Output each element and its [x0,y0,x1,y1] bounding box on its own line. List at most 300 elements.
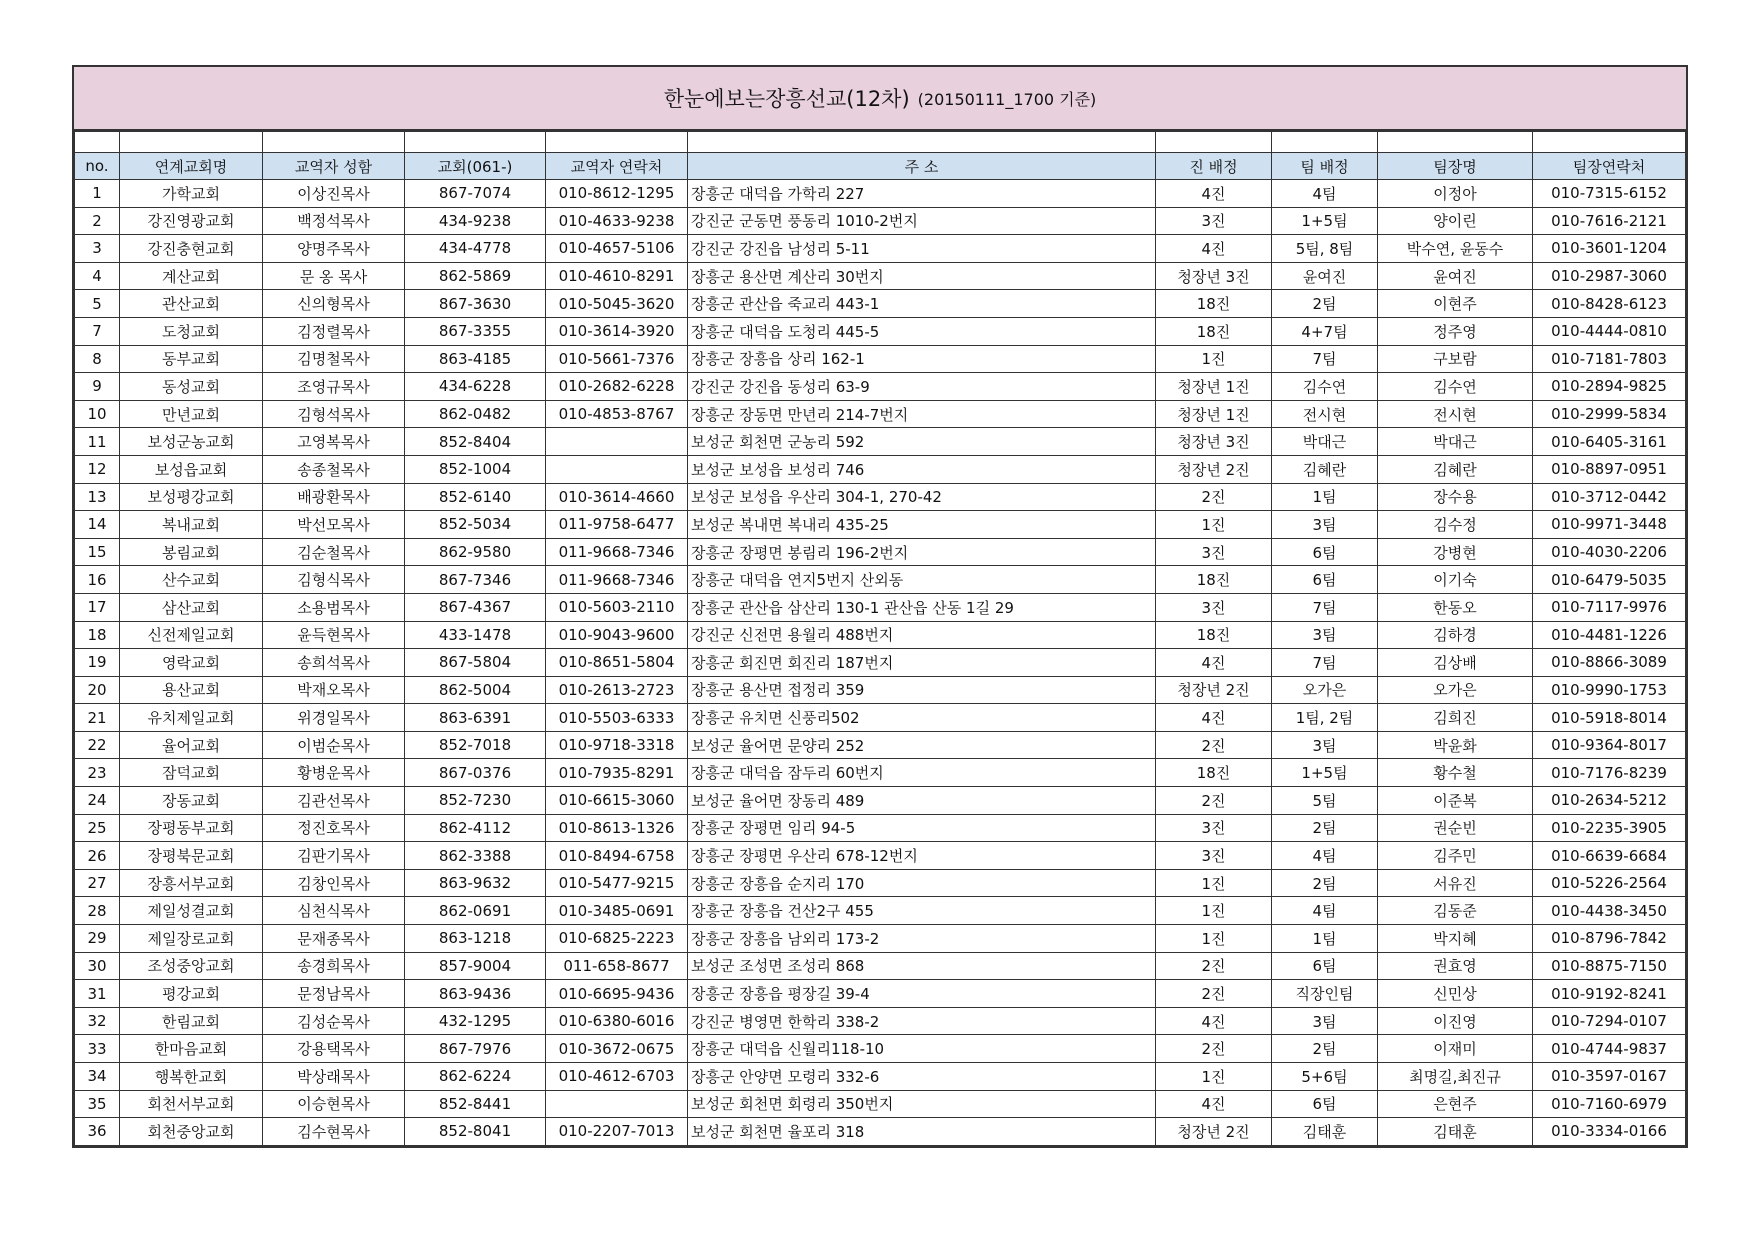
cell-church-name[interactable]: 율어교회 [120,731,263,759]
cell-church-name[interactable]: 한마음교회 [120,1035,263,1063]
cell-no[interactable]: 16 [75,566,120,594]
cell-no[interactable]: 10 [75,400,120,428]
cell-team-leader-phone[interactable]: 010-2999-5834 [1533,400,1686,428]
cell-pastor-phone[interactable]: 010-2613-2723 [546,676,688,704]
cell-team-leader-phone[interactable]: 010-8866-3089 [1533,649,1686,677]
cell-no[interactable]: 13 [75,483,120,511]
cell-no[interactable]: 7 [75,317,120,345]
cell-pastor-name[interactable]: 이승현목사 [263,1090,405,1118]
cell-no[interactable]: 8 [75,345,120,373]
cell-team-assignment[interactable]: 김혜란 [1272,455,1378,483]
cell-pastor-phone[interactable]: 011-9668-7346 [546,566,688,594]
cell-no[interactable]: 14 [75,511,120,539]
cell-no[interactable]: 32 [75,1007,120,1035]
cell-team-leader[interactable]: 박대근 [1378,428,1533,456]
cell-pastor-name[interactable]: 김형식목사 [263,566,405,594]
cell-jin-assignment[interactable]: 3진 [1156,207,1272,235]
cell-church-name[interactable]: 제일성결교회 [120,897,263,925]
cell-team-leader[interactable]: 구보람 [1378,345,1533,373]
cell-team-leader-phone[interactable]: 010-5226-2564 [1533,869,1686,897]
cell-pastor-phone[interactable]: 010-5603-2110 [546,593,688,621]
cell-jin-assignment[interactable]: 18진 [1156,759,1272,787]
cell-church-phone[interactable]: 434-9238 [405,207,546,235]
cell-jin-assignment[interactable]: 3진 [1156,842,1272,870]
cell-team-leader-phone[interactable]: 010-8428-6123 [1533,290,1686,318]
cell-team-assignment[interactable]: 6팀 [1272,566,1378,594]
cell-jin-assignment[interactable]: 2진 [1156,952,1272,980]
cell-church-name[interactable]: 산수교회 [120,566,263,594]
cell-no[interactable]: 15 [75,538,120,566]
cell-pastor-name[interactable]: 조영규목사 [263,373,405,401]
cell-jin-assignment[interactable]: 1진 [1156,1063,1272,1091]
cell-address[interactable]: 장흥군 장흥읍 상리 162-1 [688,345,1156,373]
cell-pastor-phone[interactable]: 010-8613-1326 [546,814,688,842]
cell-pastor-name[interactable]: 김판기목사 [263,842,405,870]
cell-address[interactable]: 장흥군 회진면 회진리 187번지 [688,649,1156,677]
cell-no[interactable]: 26 [75,842,120,870]
cell-church-name[interactable]: 계산교회 [120,262,263,290]
cell-jin-assignment[interactable]: 청장년 2진 [1156,455,1272,483]
cell-jin-assignment[interactable]: 3진 [1156,814,1272,842]
cell-no[interactable]: 3 [75,235,120,263]
cell-address[interactable]: 장흥군 안양면 모령리 332-6 [688,1063,1156,1091]
cell-jin-assignment[interactable]: 청장년 2진 [1156,1118,1272,1146]
cell-pastor-phone[interactable]: 010-4612-6703 [546,1063,688,1091]
cell-pastor-name[interactable]: 신의형목사 [263,290,405,318]
cell-church-phone[interactable]: 862-4112 [405,814,546,842]
cell-team-leader[interactable]: 이진영 [1378,1007,1533,1035]
cell-no[interactable]: 11 [75,428,120,456]
cell-pastor-phone[interactable]: 010-5477-9215 [546,869,688,897]
cell-team-assignment[interactable]: 7팀 [1272,649,1378,677]
cell-jin-assignment[interactable]: 18진 [1156,566,1272,594]
cell-team-leader[interactable]: 김태훈 [1378,1118,1533,1146]
cell-jin-assignment[interactable]: 2진 [1156,787,1272,815]
cell-address[interactable]: 보성군 보성읍 보성리 746 [688,455,1156,483]
cell-address[interactable]: 강진군 병영면 한학리 338-2 [688,1007,1156,1035]
cell-team-leader[interactable]: 양이린 [1378,207,1533,235]
cell-address[interactable]: 장흥군 용산면 접정리 359 [688,676,1156,704]
cell-no[interactable]: 22 [75,731,120,759]
cell-jin-assignment[interactable]: 1진 [1156,897,1272,925]
cell-team-leader-phone[interactable]: 010-4744-9837 [1533,1035,1686,1063]
cell-church-phone[interactable]: 863-1218 [405,925,546,953]
cell-team-assignment[interactable]: 7팀 [1272,345,1378,373]
cell-team-assignment[interactable]: 5팀 [1272,787,1378,815]
cell-team-assignment[interactable]: 4팀 [1272,180,1378,208]
cell-jin-assignment[interactable]: 1진 [1156,345,1272,373]
cell-church-name[interactable]: 강진충현교회 [120,235,263,263]
cell-pastor-phone[interactable]: 010-3485-0691 [546,897,688,925]
cell-jin-assignment[interactable]: 18진 [1156,317,1272,345]
cell-team-leader-phone[interactable]: 010-3334-0166 [1533,1118,1686,1146]
cell-jin-assignment[interactable]: 3진 [1156,538,1272,566]
cell-team-leader[interactable]: 이기숙 [1378,566,1533,594]
cell-team-leader[interactable]: 박윤화 [1378,731,1533,759]
cell-jin-assignment[interactable]: 4진 [1156,649,1272,677]
cell-no[interactable]: 19 [75,649,120,677]
cell-church-phone[interactable]: 867-0376 [405,759,546,787]
cell-pastor-name[interactable]: 송종철목사 [263,455,405,483]
cell-church-phone[interactable]: 862-5869 [405,262,546,290]
cell-team-leader-phone[interactable]: 010-8875-7150 [1533,952,1686,980]
cell-pastor-name[interactable]: 이상진목사 [263,180,405,208]
cell-no[interactable]: 5 [75,290,120,318]
cell-team-leader-phone[interactable]: 010-6639-6684 [1533,842,1686,870]
cell-pastor-name[interactable]: 김형석목사 [263,400,405,428]
cell-pastor-phone[interactable]: 010-7935-8291 [546,759,688,787]
cell-jin-assignment[interactable]: 1진 [1156,511,1272,539]
cell-no[interactable]: 30 [75,952,120,980]
cell-church-name[interactable]: 도청교회 [120,317,263,345]
cell-pastor-phone[interactable]: 010-3614-4660 [546,483,688,511]
cell-team-assignment[interactable]: 6팀 [1272,538,1378,566]
cell-church-name[interactable]: 용산교회 [120,676,263,704]
cell-pastor-name[interactable]: 고영복목사 [263,428,405,456]
cell-church-phone[interactable]: 434-6228 [405,373,546,401]
cell-team-assignment[interactable]: 4팀 [1272,897,1378,925]
cell-church-name[interactable]: 삼산교회 [120,593,263,621]
cell-church-phone[interactable]: 862-0691 [405,897,546,925]
cell-pastor-phone[interactable] [546,428,688,456]
cell-pastor-phone[interactable]: 011-9758-6477 [546,511,688,539]
cell-team-assignment[interactable]: 3팀 [1272,621,1378,649]
cell-team-leader-phone[interactable]: 010-3597-0167 [1533,1063,1686,1091]
cell-church-name[interactable]: 장평동부교회 [120,814,263,842]
cell-team-leader[interactable]: 강병현 [1378,538,1533,566]
cell-jin-assignment[interactable]: 2진 [1156,980,1272,1008]
cell-no[interactable]: 21 [75,704,120,732]
cell-church-name[interactable]: 평강교회 [120,980,263,1008]
cell-church-name[interactable]: 만년교회 [120,400,263,428]
cell-address[interactable]: 장흥군 대덕읍 잠두리 60번지 [688,759,1156,787]
cell-team-leader-phone[interactable]: 010-7181-7803 [1533,345,1686,373]
cell-pastor-phone[interactable]: 010-5503-6333 [546,704,688,732]
cell-no[interactable]: 35 [75,1090,120,1118]
cell-no[interactable]: 23 [75,759,120,787]
cell-church-name[interactable]: 장동교회 [120,787,263,815]
cell-church-phone[interactable]: 863-4185 [405,345,546,373]
cell-no[interactable]: 28 [75,897,120,925]
cell-team-assignment[interactable]: 1팀, 2팀 [1272,704,1378,732]
cell-jin-assignment[interactable]: 18진 [1156,621,1272,649]
cell-team-assignment[interactable]: 2팀 [1272,290,1378,318]
cell-no[interactable]: 25 [75,814,120,842]
cell-pastor-name[interactable]: 송경희목사 [263,952,405,980]
cell-address[interactable]: 보성군 회천면 회령리 350번지 [688,1090,1156,1118]
cell-church-phone[interactable]: 867-5804 [405,649,546,677]
cell-church-phone[interactable]: 863-9632 [405,869,546,897]
cell-address[interactable]: 장흥군 관산읍 삼산리 130-1 관산읍 산동 1길 29 [688,593,1156,621]
cell-church-name[interactable]: 제일장로교회 [120,925,263,953]
cell-no[interactable]: 12 [75,455,120,483]
cell-address[interactable]: 보성군 회천면 군농리 592 [688,428,1156,456]
cell-team-assignment[interactable]: 2팀 [1272,814,1378,842]
cell-church-phone[interactable]: 862-6224 [405,1063,546,1091]
cell-address[interactable]: 장흥군 대덕읍 도청리 445-5 [688,317,1156,345]
cell-team-assignment[interactable]: 3팀 [1272,1007,1378,1035]
cell-team-assignment[interactable]: 4+7팀 [1272,317,1378,345]
cell-team-leader-phone[interactable]: 010-2987-3060 [1533,262,1686,290]
cell-team-leader-phone[interactable]: 010-2894-9825 [1533,373,1686,401]
cell-jin-assignment[interactable]: 1진 [1156,869,1272,897]
cell-pastor-phone[interactable]: 010-4633-9238 [546,207,688,235]
cell-team-leader-phone[interactable]: 010-6405-3161 [1533,428,1686,456]
cell-team-assignment[interactable]: 2팀 [1272,869,1378,897]
cell-team-leader-phone[interactable]: 010-2235-3905 [1533,814,1686,842]
cell-pastor-name[interactable]: 위경일목사 [263,704,405,732]
cell-pastor-phone[interactable]: 010-2682-6228 [546,373,688,401]
cell-pastor-name[interactable]: 강용택목사 [263,1035,405,1063]
cell-team-assignment[interactable]: 6팀 [1272,1090,1378,1118]
cell-team-assignment[interactable]: 오가은 [1272,676,1378,704]
cell-church-phone[interactable]: 433-1478 [405,621,546,649]
cell-church-name[interactable]: 행복한교회 [120,1063,263,1091]
cell-church-phone[interactable]: 857-9004 [405,952,546,980]
cell-pastor-name[interactable]: 송희석목사 [263,649,405,677]
cell-team-leader[interactable]: 김희진 [1378,704,1533,732]
cell-address[interactable]: 장흥군 유치면 신풍리502 [688,704,1156,732]
cell-pastor-phone[interactable]: 010-9043-9600 [546,621,688,649]
cell-address[interactable]: 강진군 신전면 용월리 488번지 [688,621,1156,649]
cell-jin-assignment[interactable]: 청장년 3진 [1156,428,1272,456]
cell-church-phone[interactable]: 852-7018 [405,731,546,759]
cell-church-name[interactable]: 장흥서부교회 [120,869,263,897]
cell-team-leader[interactable]: 윤여진 [1378,262,1533,290]
cell-team-leader-phone[interactable]: 010-9971-3448 [1533,511,1686,539]
cell-team-leader-phone[interactable]: 010-9192-8241 [1533,980,1686,1008]
cell-address[interactable]: 장흥군 관산읍 죽교리 443-1 [688,290,1156,318]
cell-address[interactable]: 장흥군 장평면 임리 94-5 [688,814,1156,842]
cell-no[interactable]: 33 [75,1035,120,1063]
cell-pastor-phone[interactable]: 010-6825-2223 [546,925,688,953]
cell-church-phone[interactable]: 852-8041 [405,1118,546,1146]
cell-no[interactable]: 29 [75,925,120,953]
cell-team-assignment[interactable]: 윤여진 [1272,262,1378,290]
cell-pastor-name[interactable]: 김순철목사 [263,538,405,566]
cell-church-name[interactable]: 동부교회 [120,345,263,373]
cell-pastor-phone[interactable] [546,455,688,483]
cell-team-assignment[interactable]: 전시현 [1272,400,1378,428]
cell-church-phone[interactable]: 852-8404 [405,428,546,456]
cell-church-name[interactable]: 회천서부교회 [120,1090,263,1118]
cell-team-leader-phone[interactable]: 010-4444-0810 [1533,317,1686,345]
cell-team-leader[interactable]: 김주민 [1378,842,1533,870]
cell-pastor-name[interactable]: 박상래목사 [263,1063,405,1091]
cell-team-assignment[interactable]: 김수연 [1272,373,1378,401]
cell-church-phone[interactable]: 863-9436 [405,980,546,1008]
cell-team-assignment[interactable]: 5팀, 8팀 [1272,235,1378,263]
cell-address[interactable]: 장흥군 대덕읍 가학리 227 [688,180,1156,208]
cell-address[interactable]: 장흥군 장동면 만년리 214-7번지 [688,400,1156,428]
cell-jin-assignment[interactable]: 2진 [1156,1035,1272,1063]
cell-team-leader-phone[interactable]: 010-4030-2206 [1533,538,1686,566]
cell-church-phone[interactable]: 867-4367 [405,593,546,621]
cell-church-phone[interactable]: 867-3630 [405,290,546,318]
cell-pastor-phone[interactable]: 010-6695-9436 [546,980,688,1008]
cell-team-leader-phone[interactable]: 010-3601-1204 [1533,235,1686,263]
cell-church-phone[interactable]: 862-5004 [405,676,546,704]
cell-team-leader[interactable]: 권효영 [1378,952,1533,980]
cell-church-phone[interactable]: 852-7230 [405,787,546,815]
cell-jin-assignment[interactable]: 4진 [1156,1090,1272,1118]
cell-team-leader[interactable]: 김혜란 [1378,455,1533,483]
cell-team-leader[interactable]: 서유진 [1378,869,1533,897]
cell-church-name[interactable]: 보성군농교회 [120,428,263,456]
cell-team-assignment[interactable]: 1팀 [1272,483,1378,511]
cell-church-name[interactable]: 복내교회 [120,511,263,539]
cell-pastor-name[interactable]: 윤득현목사 [263,621,405,649]
cell-team-leader[interactable]: 이정아 [1378,180,1533,208]
cell-address[interactable]: 장흥군 장흥읍 평장길 39-4 [688,980,1156,1008]
cell-team-assignment[interactable]: 1팀 [1272,925,1378,953]
cell-jin-assignment[interactable]: 2진 [1156,483,1272,511]
cell-no[interactable]: 17 [75,593,120,621]
cell-team-leader[interactable]: 김하경 [1378,621,1533,649]
cell-church-phone[interactable]: 852-8441 [405,1090,546,1118]
cell-team-leader-phone[interactable]: 010-5918-8014 [1533,704,1686,732]
cell-church-phone[interactable]: 867-3355 [405,317,546,345]
cell-church-name[interactable]: 영락교회 [120,649,263,677]
cell-jin-assignment[interactable]: 4진 [1156,1007,1272,1035]
cell-church-phone[interactable]: 432-1295 [405,1007,546,1035]
cell-church-phone[interactable]: 862-9580 [405,538,546,566]
cell-pastor-phone[interactable]: 010-6615-3060 [546,787,688,815]
cell-team-leader[interactable]: 최명길,최진규 [1378,1063,1533,1091]
cell-team-assignment[interactable]: 3팀 [1272,731,1378,759]
cell-pastor-phone[interactable]: 010-3614-3920 [546,317,688,345]
cell-team-leader[interactable]: 김상배 [1378,649,1533,677]
cell-team-assignment[interactable]: 박대근 [1272,428,1378,456]
cell-no[interactable]: 4 [75,262,120,290]
cell-team-leader[interactable]: 오가은 [1378,676,1533,704]
cell-team-assignment[interactable]: 5+6팀 [1272,1063,1378,1091]
cell-team-assignment[interactable]: 3팀 [1272,511,1378,539]
cell-church-name[interactable]: 보성평강교회 [120,483,263,511]
cell-pastor-phone[interactable]: 010-4610-8291 [546,262,688,290]
cell-team-leader-phone[interactable]: 010-9364-8017 [1533,731,1686,759]
cell-address[interactable]: 장흥군 대덕읍 신월리118-10 [688,1035,1156,1063]
cell-pastor-name[interactable]: 김창인목사 [263,869,405,897]
cell-pastor-phone[interactable] [546,1090,688,1118]
cell-team-leader[interactable]: 박지혜 [1378,925,1533,953]
cell-address[interactable]: 장흥군 장평면 봉림리 196-2번지 [688,538,1156,566]
cell-jin-assignment[interactable]: 2진 [1156,731,1272,759]
cell-team-leader-phone[interactable]: 010-8897-0951 [1533,455,1686,483]
cell-team-leader[interactable]: 장수용 [1378,483,1533,511]
cell-team-leader[interactable]: 이재미 [1378,1035,1533,1063]
cell-church-name[interactable]: 회천중앙교회 [120,1118,263,1146]
cell-team-leader-phone[interactable]: 010-9990-1753 [1533,676,1686,704]
cell-team-leader[interactable]: 김동준 [1378,897,1533,925]
cell-team-leader-phone[interactable]: 010-4438-3450 [1533,897,1686,925]
cell-team-leader[interactable]: 김수연 [1378,373,1533,401]
cell-address[interactable]: 보성군 복내면 복내리 435-25 [688,511,1156,539]
cell-address[interactable]: 장흥군 장흥읍 순지리 170 [688,869,1156,897]
cell-team-assignment[interactable]: 4팀 [1272,842,1378,870]
cell-team-leader[interactable]: 이준복 [1378,787,1533,815]
cell-team-leader-phone[interactable]: 010-4481-1226 [1533,621,1686,649]
cell-address[interactable]: 장흥군 대덕읍 연지5번지 산외동 [688,566,1156,594]
cell-team-leader-phone[interactable]: 010-7117-9976 [1533,593,1686,621]
cell-team-leader-phone[interactable]: 010-3712-0442 [1533,483,1686,511]
cell-jin-assignment[interactable]: 4진 [1156,704,1272,732]
cell-pastor-phone[interactable]: 011-9668-7346 [546,538,688,566]
cell-address[interactable]: 강진군 군동면 풍동리 1010-2번지 [688,207,1156,235]
cell-pastor-name[interactable]: 김정렬목사 [263,317,405,345]
cell-address[interactable]: 보성군 보성읍 우산리 304-1, 270-42 [688,483,1156,511]
cell-team-leader-phone[interactable]: 010-7160-6979 [1533,1090,1686,1118]
cell-church-name[interactable]: 가학교회 [120,180,263,208]
cell-pastor-name[interactable]: 배광환목사 [263,483,405,511]
cell-pastor-name[interactable]: 이범순목사 [263,731,405,759]
cell-pastor-name[interactable]: 김관선목사 [263,787,405,815]
cell-church-name[interactable]: 한림교회 [120,1007,263,1035]
cell-team-leader-phone[interactable]: 010-7294-0107 [1533,1007,1686,1035]
cell-pastor-name[interactable]: 황병운목사 [263,759,405,787]
cell-team-assignment[interactable]: 김태훈 [1272,1118,1378,1146]
cell-jin-assignment[interactable]: 4진 [1156,180,1272,208]
cell-address[interactable]: 장흥군 장흥읍 건산2구 455 [688,897,1156,925]
cell-church-phone[interactable]: 852-1004 [405,455,546,483]
cell-church-name[interactable]: 장평북문교회 [120,842,263,870]
cell-no[interactable]: 27 [75,869,120,897]
cell-team-assignment[interactable]: 7팀 [1272,593,1378,621]
cell-pastor-phone[interactable]: 011-658-8677 [546,952,688,980]
cell-no[interactable]: 34 [75,1063,120,1091]
cell-jin-assignment[interactable]: 청장년 3진 [1156,262,1272,290]
cell-team-leader-phone[interactable]: 010-6479-5035 [1533,566,1686,594]
cell-address[interactable]: 장흥군 장흥읍 남외리 173-2 [688,925,1156,953]
cell-pastor-name[interactable]: 양명주목사 [263,235,405,263]
cell-address[interactable]: 장흥군 용산면 계산리 30번지 [688,262,1156,290]
cell-address[interactable]: 장흥군 장평면 우산리 678-12번지 [688,842,1156,870]
cell-pastor-phone[interactable]: 010-8651-5804 [546,649,688,677]
cell-pastor-name[interactable]: 박재오목사 [263,676,405,704]
cell-team-leader[interactable]: 권순빈 [1378,814,1533,842]
cell-team-leader[interactable]: 황수철 [1378,759,1533,787]
cell-church-phone[interactable]: 434-4778 [405,235,546,263]
cell-jin-assignment[interactable]: 청장년 1진 [1156,400,1272,428]
cell-church-name[interactable]: 강진영광교회 [120,207,263,235]
cell-no[interactable]: 20 [75,676,120,704]
cell-no[interactable]: 1 [75,180,120,208]
cell-no[interactable]: 2 [75,207,120,235]
cell-team-assignment[interactable]: 1+5팀 [1272,759,1378,787]
cell-church-phone[interactable]: 867-7074 [405,180,546,208]
cell-address[interactable]: 보성군 조성면 조성리 868 [688,952,1156,980]
cell-address[interactable]: 보성군 회천면 율포리 318 [688,1118,1156,1146]
cell-pastor-name[interactable]: 김수현목사 [263,1118,405,1146]
cell-church-phone[interactable]: 867-7976 [405,1035,546,1063]
cell-team-assignment[interactable]: 1+5팀 [1272,207,1378,235]
cell-church-name[interactable]: 봉림교회 [120,538,263,566]
cell-team-leader[interactable]: 박수연, 윤동수 [1378,235,1533,263]
cell-team-leader[interactable]: 이현주 [1378,290,1533,318]
cell-church-name[interactable]: 동성교회 [120,373,263,401]
cell-team-leader[interactable]: 한동오 [1378,593,1533,621]
cell-jin-assignment[interactable]: 18진 [1156,290,1272,318]
cell-jin-assignment[interactable]: 1진 [1156,925,1272,953]
cell-church-name[interactable]: 잠덕교회 [120,759,263,787]
cell-no[interactable]: 9 [75,373,120,401]
cell-address[interactable]: 강진군 강진읍 남성리 5-11 [688,235,1156,263]
cell-team-leader[interactable]: 김수정 [1378,511,1533,539]
cell-church-phone[interactable]: 867-7346 [405,566,546,594]
cell-pastor-name[interactable]: 정진호목사 [263,814,405,842]
cell-address[interactable]: 강진군 강진읍 동성리 63-9 [688,373,1156,401]
cell-pastor-name[interactable]: 백정석목사 [263,207,405,235]
